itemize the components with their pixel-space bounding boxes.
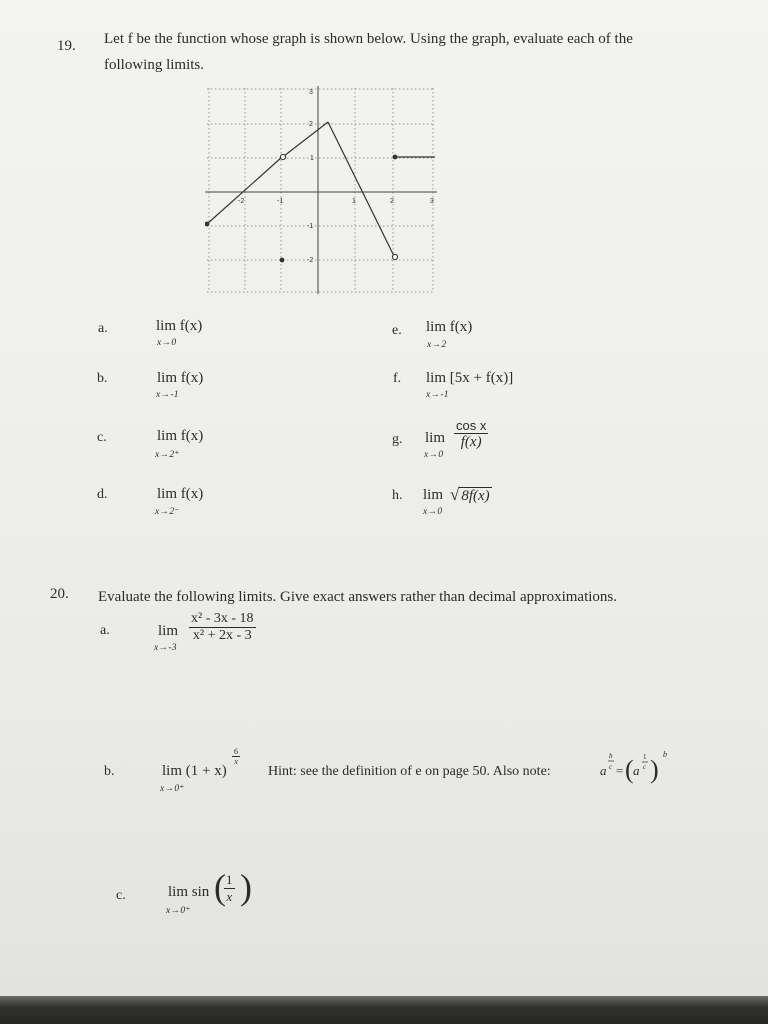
- question-20-number: 20.: [50, 586, 69, 602]
- limit-subscript: x→0⁺: [166, 906, 191, 916]
- fraction-denominator: x: [226, 889, 233, 904]
- graph-closed-point: [280, 258, 285, 263]
- limit-expression: lim f(x): [157, 428, 204, 444]
- limit-subscript: x→-1: [156, 390, 179, 400]
- fraction-numerator: 1: [226, 872, 233, 887]
- question-19-number: 19.: [57, 38, 76, 54]
- x-tick-label: 1: [352, 198, 356, 205]
- limit-subscript: x→-1: [426, 390, 449, 400]
- svg-text:(: (: [625, 755, 634, 784]
- svg-text:c: c: [609, 763, 613, 771]
- exponent-fraction: [232, 747, 240, 766]
- svg-text:b: b: [609, 752, 613, 760]
- svg-text:c: c: [643, 763, 647, 771]
- limit-expression: lim f(x): [157, 370, 204, 386]
- graph-grid: [207, 88, 435, 292]
- limit-subscript: x→2⁺: [155, 450, 180, 460]
- fraction-denominator: x² + 2x - 3: [192, 628, 252, 643]
- part-label: c.: [116, 888, 126, 903]
- left-paren: (: [214, 867, 226, 907]
- limit-expression: lim (1 + x): [162, 763, 227, 779]
- fraction: [189, 611, 256, 644]
- hint-text: Hint: see the definition of e on page 50. Also note:: [268, 764, 551, 779]
- limit-subscript: x→0: [424, 450, 444, 460]
- y-tick-label: -2: [307, 257, 314, 264]
- limit-subscript: x→0: [157, 338, 177, 348]
- desk-edge: [0, 996, 768, 1024]
- svg-text:): ): [650, 755, 659, 784]
- x-tick-label: 2: [390, 198, 394, 205]
- part-label: h.: [392, 488, 403, 503]
- question-20-text: Evaluate the following limits. Give exact answers rather than decimal approximations.: [98, 589, 618, 605]
- svg-text:b: b: [663, 750, 667, 759]
- limit-subscript: x→0⁺: [160, 784, 185, 794]
- y-tick-label: 1: [310, 155, 314, 162]
- limit-expression: lim f(x): [426, 319, 473, 335]
- fraction: [454, 418, 488, 451]
- fraction-numerator: 6: [234, 747, 238, 756]
- limit-subscript: x→2: [427, 340, 447, 350]
- fraction-denominator: x: [234, 757, 238, 766]
- graph-open-point: [392, 254, 397, 259]
- question-19-line-1: Let f be the function whose graph is shown below. Using the graph, evaluate each of the: [104, 31, 633, 47]
- graph-segment-rising: [284, 122, 328, 156]
- y-tick-label: -1: [307, 223, 314, 230]
- graph-closed-point: [393, 155, 398, 160]
- limit-expression: lim sin: [168, 884, 210, 900]
- limit-subscript: x→-3: [154, 643, 177, 653]
- limit-word: lim: [158, 623, 179, 639]
- part-label: a.: [100, 623, 110, 638]
- part-label: e.: [392, 323, 402, 338]
- question-19-line-2: following limits.: [104, 57, 205, 73]
- limit-expression: lim: [423, 487, 444, 503]
- part-label: g.: [392, 432, 403, 447]
- fraction: [224, 872, 235, 905]
- limit-expression: lim f(x): [156, 318, 203, 334]
- svg-text:=: =: [616, 763, 624, 778]
- limit-expression: lim [5x + f(x)]: [426, 370, 514, 386]
- part-label: a.: [98, 321, 108, 336]
- radicand: 8f(x): [461, 488, 490, 504]
- graph-segment-falling: [328, 122, 394, 256]
- x-tick-label: -2: [238, 198, 245, 205]
- limit-expression: lim f(x): [157, 486, 204, 502]
- fraction-numerator: cos x: [456, 418, 487, 433]
- function-graph: [205, 86, 437, 294]
- right-paren: ): [240, 867, 252, 907]
- part-label: b.: [97, 371, 108, 386]
- svg-text:a: a: [633, 763, 640, 778]
- fraction: [189, 611, 256, 644]
- fraction: [232, 747, 240, 766]
- fraction-denominator: f(x): [460, 434, 482, 450]
- limit-subscript: x→2⁻: [155, 507, 180, 517]
- limit-expression: lim: [425, 430, 446, 446]
- part-label: d.: [97, 487, 108, 502]
- y-tick-label: 2: [309, 121, 313, 128]
- graph-segment-left: [207, 157, 282, 224]
- y-tick-label: 3: [309, 89, 313, 96]
- fraction: [454, 418, 488, 451]
- svg-text:1: 1: [643, 753, 647, 761]
- x-tick-label: -1: [277, 198, 284, 205]
- graph-open-point: [280, 154, 285, 159]
- radical-sign: √: [450, 485, 460, 504]
- exponent-identity: [600, 748, 680, 784]
- fraction-numerator: x² - 3x - 18: [191, 611, 254, 626]
- svg-text:a: a: [600, 763, 607, 778]
- part-label: b.: [104, 764, 115, 779]
- square-root: [450, 485, 492, 505]
- part-label: c.: [97, 430, 107, 445]
- x-tick-label: 3: [430, 198, 434, 205]
- part-label: f.: [393, 371, 402, 386]
- limit-subscript: x→0: [423, 507, 443, 517]
- fraction: [224, 872, 235, 905]
